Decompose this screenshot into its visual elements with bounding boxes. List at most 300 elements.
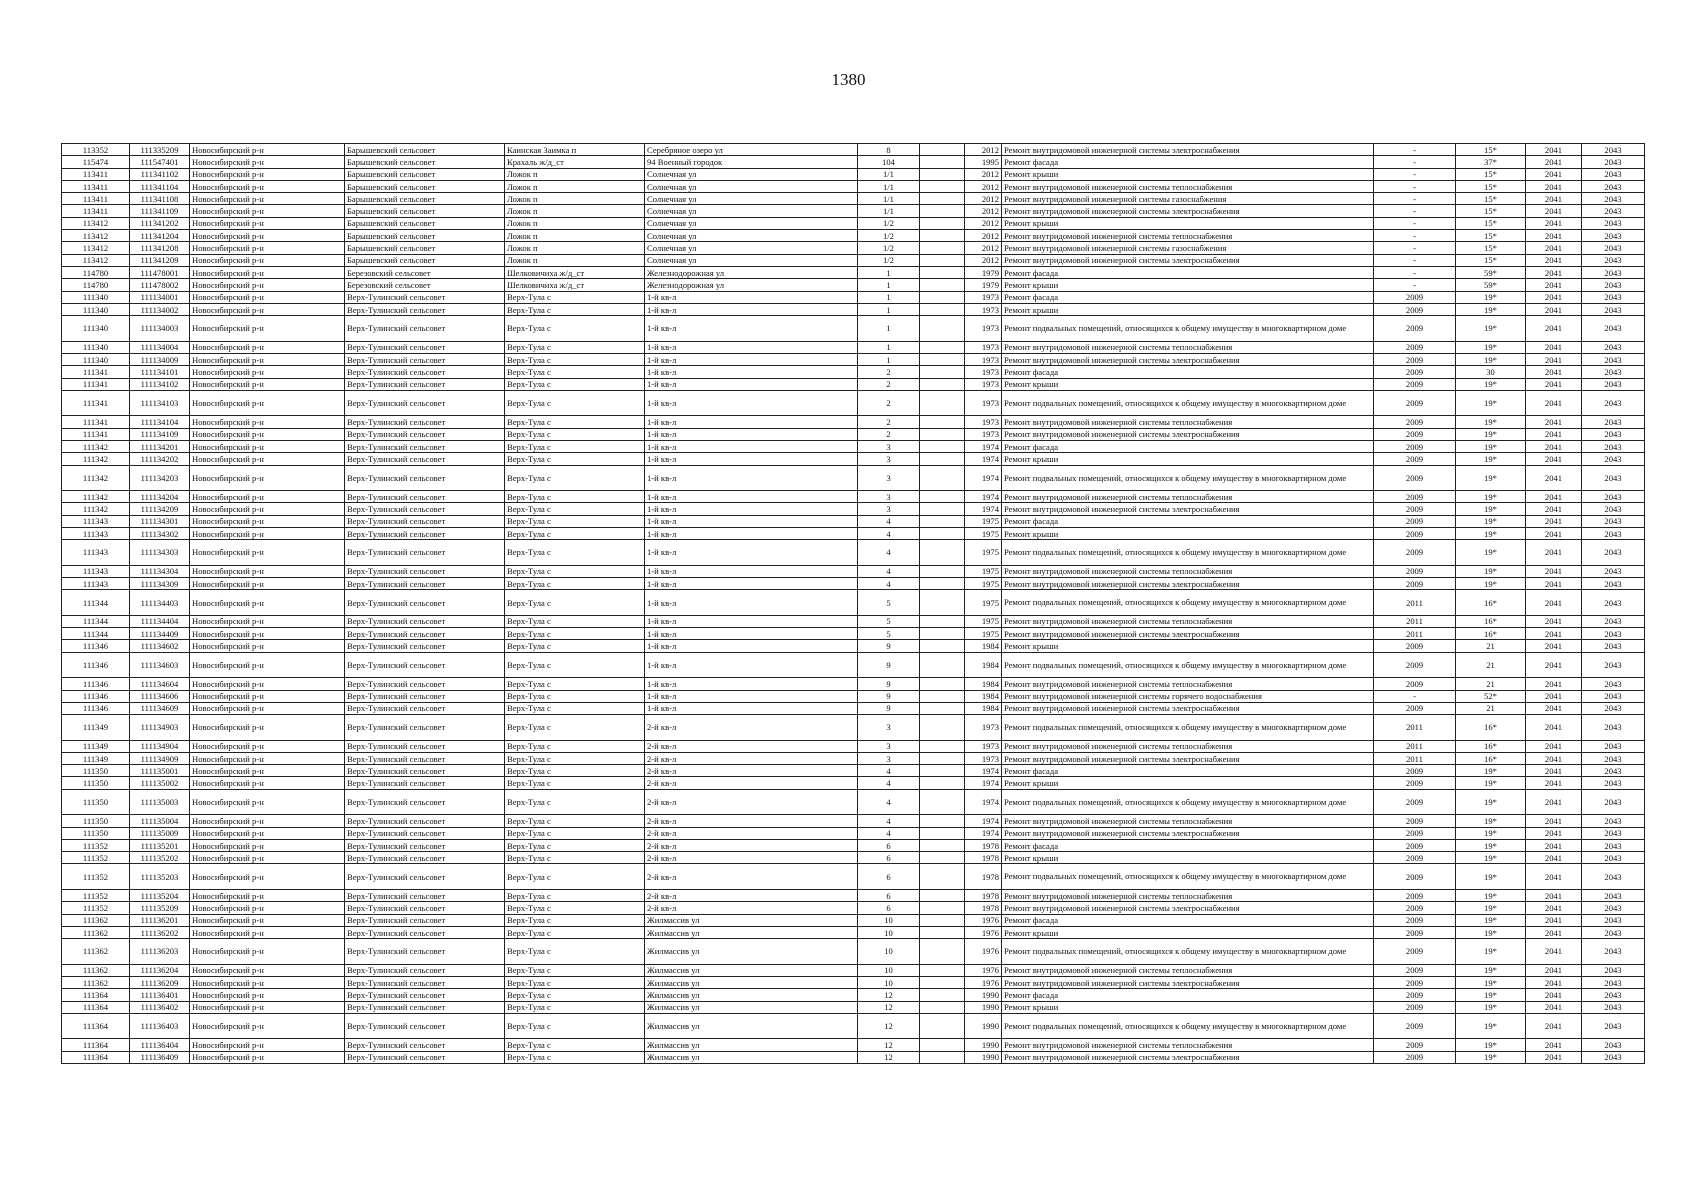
period-cell: 19*	[1456, 889, 1526, 901]
plan-end-cell: 2043	[1582, 976, 1645, 988]
street-cell: 1-й кв-л	[645, 702, 858, 714]
work-code-cell: 111134903	[130, 715, 190, 741]
last-repair-year-cell: 2009	[1374, 565, 1456, 577]
building-cell	[920, 527, 965, 539]
work-code-cell: 111134201	[130, 440, 190, 452]
plan-end-cell: 2043	[1582, 279, 1645, 291]
work-code-cell: 111134004	[130, 341, 190, 353]
work-code-cell: 111136201	[130, 914, 190, 926]
work-code-cell: 111134304	[130, 565, 190, 577]
plan-end-cell: 2043	[1582, 640, 1645, 652]
district-cell: Новосибирский р-н	[190, 527, 345, 539]
year-built-cell: 1973	[965, 715, 1002, 741]
district-cell: Новосибирский р-н	[190, 815, 345, 827]
plan-end-cell: 2043	[1582, 515, 1645, 527]
year-built-cell: 1978	[965, 889, 1002, 901]
municipality-cell: Верх-Тулинский сельсовет	[345, 453, 505, 465]
district-cell: Новосибирский р-н	[190, 503, 345, 515]
house-number-cell: 4	[858, 789, 920, 815]
house-number-cell: 1/1	[858, 193, 920, 205]
plan-start-cell: 2041	[1526, 777, 1582, 789]
building-cell	[920, 180, 965, 192]
street-cell: 1-й кв-л	[645, 590, 858, 616]
period-cell: 19*	[1456, 503, 1526, 515]
plan-start-cell: 2041	[1526, 193, 1582, 205]
work-type-cell: Ремонт фасада	[1002, 839, 1374, 851]
work-code-cell: 111134604	[130, 678, 190, 690]
district-cell: Новосибирский р-н	[190, 1039, 345, 1051]
year-built-cell: 1984	[965, 690, 1002, 702]
settlement-cell: Верх-Тула с	[505, 316, 645, 342]
work-type-cell: Ремонт крыши	[1002, 303, 1374, 315]
work-code-cell: 111134001	[130, 291, 190, 303]
settlement-cell: Верх-Тула с	[505, 353, 645, 365]
house-code-cell: 111342	[62, 503, 130, 515]
last-repair-year-cell: -	[1374, 254, 1456, 266]
house-code-cell: 111343	[62, 540, 130, 566]
building-cell	[920, 1051, 965, 1063]
plan-start-cell: 2041	[1526, 515, 1582, 527]
last-repair-year-cell: 2009	[1374, 839, 1456, 851]
municipality-cell: Верх-Тулинский сельсовет	[345, 416, 505, 428]
table-row	[62, 168, 1645, 180]
work-type-cell: Ремонт крыши	[1002, 527, 1374, 539]
district-cell: Новосибирский р-н	[190, 765, 345, 777]
work-type-cell: Ремонт внутридомовой инженерной системы электроснабжения	[1002, 902, 1374, 914]
period-cell: 19*	[1456, 777, 1526, 789]
year-built-cell: 1978	[965, 852, 1002, 864]
last-repair-year-cell: 2009	[1374, 527, 1456, 539]
building-cell	[920, 640, 965, 652]
district-cell: Новосибирский р-н	[190, 440, 345, 452]
settlement-cell: Верх-Тула с	[505, 303, 645, 315]
work-code-cell: 111134003	[130, 316, 190, 342]
table-row	[62, 976, 1645, 988]
work-code-cell: 111134302	[130, 527, 190, 539]
municipality-cell: Верх-Тулинский сельсовет	[345, 1051, 505, 1063]
last-repair-year-cell: 2009	[1374, 926, 1456, 938]
work-code-cell: 111134203	[130, 465, 190, 491]
building-cell	[920, 465, 965, 491]
house-number-cell: 6	[858, 839, 920, 851]
year-built-cell: 1976	[965, 976, 1002, 988]
building-cell	[920, 752, 965, 764]
municipality-cell: Верх-Тулинский сельсовет	[345, 926, 505, 938]
house-number-cell: 5	[858, 590, 920, 616]
building-cell	[920, 156, 965, 168]
district-cell: Новосибирский р-н	[190, 254, 345, 266]
plan-start-cell: 2041	[1526, 752, 1582, 764]
plan-start-cell: 2041	[1526, 690, 1582, 702]
year-built-cell: 1973	[965, 303, 1002, 315]
district-cell: Новосибирский р-н	[190, 453, 345, 465]
house-number-cell: 104	[858, 156, 920, 168]
street-cell: Жилмассив ул	[645, 1001, 858, 1013]
district-cell: Новосибирский р-н	[190, 1013, 345, 1039]
period-cell: 19*	[1456, 491, 1526, 503]
year-built-cell: 1973	[965, 378, 1002, 390]
house-code-cell: 111362	[62, 926, 130, 938]
plan-end-cell: 2043	[1582, 341, 1645, 353]
year-built-cell: 1990	[965, 1039, 1002, 1051]
last-repair-year-cell: 2009	[1374, 366, 1456, 378]
building-cell	[920, 168, 965, 180]
page-number: 1380	[831, 70, 866, 89]
last-repair-year-cell: 2009	[1374, 765, 1456, 777]
last-repair-year-cell: -	[1374, 266, 1456, 278]
house-number-cell: 1/1	[858, 180, 920, 192]
plan-end-cell: 2043	[1582, 503, 1645, 515]
building-cell	[920, 144, 965, 156]
work-code-cell: 111134103	[130, 390, 190, 416]
house-code-cell: 111352	[62, 889, 130, 901]
district-cell: Новосибирский р-н	[190, 702, 345, 714]
work-type-cell: Ремонт внутридомовой инженерной системы теплоснабжения	[1002, 678, 1374, 690]
last-repair-year-cell: 2009	[1374, 341, 1456, 353]
year-built-cell: 1974	[965, 440, 1002, 452]
work-code-cell: 111134009	[130, 353, 190, 365]
house-number-cell: 2	[858, 416, 920, 428]
last-repair-year-cell: -	[1374, 156, 1456, 168]
plan-start-cell: 2041	[1526, 1013, 1582, 1039]
district-cell: Новосибирский р-н	[190, 180, 345, 192]
street-cell: 2-й кв-л	[645, 789, 858, 815]
house-code-cell: 111364	[62, 1039, 130, 1051]
work-code-cell: 111135002	[130, 777, 190, 789]
district-cell: Новосибирский р-н	[190, 827, 345, 839]
work-type-cell: Ремонт внутридомовой инженерной системы теплоснабжения	[1002, 341, 1374, 353]
last-repair-year-cell: 2009	[1374, 678, 1456, 690]
last-repair-year-cell: 2009	[1374, 491, 1456, 503]
table-row	[62, 789, 1645, 815]
municipality-cell: Верх-Тулинский сельсовет	[345, 390, 505, 416]
period-cell: 59*	[1456, 266, 1526, 278]
plan-start-cell: 2041	[1526, 889, 1582, 901]
plan-start-cell: 2041	[1526, 416, 1582, 428]
settlement-cell: Верх-Тула с	[505, 366, 645, 378]
house-number-cell: 4	[858, 765, 920, 777]
last-repair-year-cell: 2011	[1374, 590, 1456, 616]
register-table-body	[62, 144, 1645, 1064]
plan-end-cell: 2043	[1582, 889, 1645, 901]
house-number-cell: 6	[858, 864, 920, 890]
period-cell: 19*	[1456, 989, 1526, 1001]
street-cell: Жилмассив ул	[645, 989, 858, 1001]
table-row	[62, 939, 1645, 965]
plan-start-cell: 2041	[1526, 144, 1582, 156]
last-repair-year-cell: 2011	[1374, 715, 1456, 741]
house-number-cell: 1	[858, 353, 920, 365]
work-code-cell: 111341102	[130, 168, 190, 180]
table-row	[62, 540, 1645, 566]
street-cell: Солнечная ул	[645, 168, 858, 180]
house-code-cell: 111341	[62, 378, 130, 390]
work-type-cell: Ремонт фасада	[1002, 515, 1374, 527]
table-row	[62, 254, 1645, 266]
work-code-cell: 111135003	[130, 789, 190, 815]
work-type-cell: Ремонт подвальных помещений, относящихся к общему имуществу в многоквартирном доме	[1002, 1013, 1374, 1039]
table-row	[62, 765, 1645, 777]
work-type-cell: Ремонт подвальных помещений, относящихся к общему имуществу в многоквартирном доме	[1002, 939, 1374, 965]
street-cell: 1-й кв-л	[645, 540, 858, 566]
work-type-cell: Ремонт внутридомовой инженерной системы электроснабжения	[1002, 254, 1374, 266]
table-row	[62, 205, 1645, 217]
plan-end-cell: 2043	[1582, 715, 1645, 741]
plan-end-cell: 2043	[1582, 752, 1645, 764]
building-cell	[920, 366, 965, 378]
plan-end-cell: 2043	[1582, 378, 1645, 390]
plan-end-cell: 2043	[1582, 416, 1645, 428]
year-built-cell: 1973	[965, 752, 1002, 764]
work-type-cell: Ремонт внутридомовой инженерной системы теплоснабжения	[1002, 416, 1374, 428]
plan-end-cell: 2043	[1582, 491, 1645, 503]
house-number-cell: 1/2	[858, 254, 920, 266]
plan-end-cell: 2043	[1582, 989, 1645, 1001]
year-built-cell: 1975	[965, 590, 1002, 616]
house-code-cell: 111341	[62, 416, 130, 428]
last-repair-year-cell: 2009	[1374, 378, 1456, 390]
district-cell: Новосибирский р-н	[190, 889, 345, 901]
house-code-cell: 111342	[62, 453, 130, 465]
house-number-cell: 12	[858, 1039, 920, 1051]
settlement-cell: Каинская Заимка п	[505, 144, 645, 156]
year-built-cell: 1975	[965, 615, 1002, 627]
street-cell: 2-й кв-л	[645, 889, 858, 901]
house-number-cell: 2	[858, 390, 920, 416]
plan-end-cell: 2043	[1582, 578, 1645, 590]
table-row	[62, 926, 1645, 938]
table-row	[62, 640, 1645, 652]
period-cell: 19*	[1456, 428, 1526, 440]
plan-start-cell: 2041	[1526, 254, 1582, 266]
district-cell: Новосибирский р-н	[190, 715, 345, 741]
district-cell: Новосибирский р-н	[190, 465, 345, 491]
house-code-cell: 111343	[62, 527, 130, 539]
street-cell: 1-й кв-л	[645, 678, 858, 690]
building-cell	[920, 193, 965, 205]
house-number-cell: 10	[858, 964, 920, 976]
plan-start-cell: 2041	[1526, 976, 1582, 988]
work-type-cell: Ремонт фасада	[1002, 765, 1374, 777]
work-type-cell: Ремонт внутридомовой инженерной системы электроснабжения	[1002, 205, 1374, 217]
work-type-cell: Ремонт подвальных помещений, относящихся к общему имуществу в многоквартирном доме	[1002, 316, 1374, 342]
table-row	[62, 1013, 1645, 1039]
period-cell: 19*	[1456, 353, 1526, 365]
table-row	[62, 303, 1645, 315]
municipality-cell: Верх-Тулинский сельсовет	[345, 1039, 505, 1051]
year-built-cell: 1984	[965, 640, 1002, 652]
plan-start-cell: 2041	[1526, 789, 1582, 815]
district-cell: Новосибирский р-н	[190, 939, 345, 965]
settlement-cell: Верх-Тула с	[505, 976, 645, 988]
house-code-cell: 111352	[62, 864, 130, 890]
street-cell: 1-й кв-л	[645, 428, 858, 440]
work-type-cell: Ремонт фасада	[1002, 989, 1374, 1001]
house-code-cell: 111349	[62, 752, 130, 764]
municipality-cell: Верх-Тулинский сельсовет	[345, 291, 505, 303]
last-repair-year-cell: 2009	[1374, 1013, 1456, 1039]
plan-end-cell: 2043	[1582, 390, 1645, 416]
work-code-cell: 111341108	[130, 193, 190, 205]
building-cell	[920, 939, 965, 965]
settlement-cell: Верх-Тула с	[505, 527, 645, 539]
plan-start-cell: 2041	[1526, 640, 1582, 652]
year-built-cell: 1974	[965, 491, 1002, 503]
plan-start-cell: 2041	[1526, 266, 1582, 278]
district-cell: Новосибирский р-н	[190, 1001, 345, 1013]
municipality-cell: Верх-Тулинский сельсовет	[345, 752, 505, 764]
municipality-cell: Барышевский сельсовет	[345, 156, 505, 168]
street-cell: 1-й кв-л	[645, 465, 858, 491]
year-built-cell: 2012	[965, 242, 1002, 254]
settlement-cell: Верх-Тула с	[505, 540, 645, 566]
plan-start-cell: 2041	[1526, 366, 1582, 378]
street-cell: 1-й кв-л	[645, 628, 858, 640]
settlement-cell: Верх-Тула с	[505, 615, 645, 627]
plan-start-cell: 2041	[1526, 390, 1582, 416]
settlement-cell: Верх-Тула с	[505, 740, 645, 752]
building-cell	[920, 827, 965, 839]
year-built-cell: 1990	[965, 1001, 1002, 1013]
plan-start-cell: 2041	[1526, 765, 1582, 777]
period-cell: 19*	[1456, 914, 1526, 926]
street-cell: 2-й кв-л	[645, 839, 858, 851]
last-repair-year-cell: 2009	[1374, 827, 1456, 839]
last-repair-year-cell: 2009	[1374, 515, 1456, 527]
work-code-cell: 111134909	[130, 752, 190, 764]
street-cell: Жилмассив ул	[645, 939, 858, 965]
street-cell: 2-й кв-л	[645, 715, 858, 741]
house-number-cell: 12	[858, 1013, 920, 1039]
work-code-cell: 111134606	[130, 690, 190, 702]
settlement-cell: Верх-Тула с	[505, 964, 645, 976]
house-number-cell: 3	[858, 752, 920, 764]
settlement-cell: Верх-Тула с	[505, 789, 645, 815]
municipality-cell: Верх-Тулинский сельсовет	[345, 939, 505, 965]
work-type-cell: Ремонт внутридомовой инженерной системы электроснабжения	[1002, 976, 1374, 988]
settlement-cell: Ложок п	[505, 180, 645, 192]
period-cell: 19*	[1456, 465, 1526, 491]
settlement-cell: Верх-Тула с	[505, 503, 645, 515]
settlement-cell: Верх-Тула с	[505, 341, 645, 353]
year-built-cell: 2012	[965, 254, 1002, 266]
work-type-cell: Ремонт внутридомовой инженерной системы теплоснабжения	[1002, 615, 1374, 627]
plan-start-cell: 2041	[1526, 615, 1582, 627]
table-row	[62, 590, 1645, 616]
building-cell	[920, 615, 965, 627]
period-cell: 15*	[1456, 254, 1526, 266]
building-cell	[920, 453, 965, 465]
plan-end-cell: 2043	[1582, 144, 1645, 156]
year-built-cell: 1979	[965, 279, 1002, 291]
district-cell: Новосибирский р-н	[190, 515, 345, 527]
plan-start-cell: 2041	[1526, 839, 1582, 851]
work-code-cell: 111341104	[130, 180, 190, 192]
year-built-cell: 2012	[965, 144, 1002, 156]
table-row	[62, 628, 1645, 640]
year-built-cell: 1984	[965, 702, 1002, 714]
plan-start-cell: 2041	[1526, 827, 1582, 839]
plan-start-cell: 2041	[1526, 230, 1582, 242]
street-cell: Солнечная ул	[645, 230, 858, 242]
year-built-cell: 1976	[965, 964, 1002, 976]
plan-start-cell: 2041	[1526, 217, 1582, 229]
municipality-cell: Верх-Тулинский сельсовет	[345, 527, 505, 539]
work-code-cell: 111547401	[130, 156, 190, 168]
district-cell: Новосибирский р-н	[190, 230, 345, 242]
table-row	[62, 527, 1645, 539]
settlement-cell: Верх-Тула с	[505, 926, 645, 938]
house-number-cell: 12	[858, 1051, 920, 1063]
year-built-cell: 1973	[965, 390, 1002, 416]
plan-start-cell: 2041	[1526, 453, 1582, 465]
table-row	[62, 242, 1645, 254]
house-code-cell: 111362	[62, 939, 130, 965]
last-repair-year-cell: 2009	[1374, 652, 1456, 678]
last-repair-year-cell: -	[1374, 230, 1456, 242]
year-built-cell: 2012	[965, 193, 1002, 205]
work-code-cell: 111136403	[130, 1013, 190, 1039]
settlement-cell: Верх-Тула с	[505, 864, 645, 890]
street-cell: Солнечная ул	[645, 254, 858, 266]
period-cell: 15*	[1456, 180, 1526, 192]
building-cell	[920, 316, 965, 342]
period-cell: 19*	[1456, 565, 1526, 577]
street-cell: 1-й кв-л	[645, 578, 858, 590]
period-cell: 15*	[1456, 230, 1526, 242]
work-code-cell: 111134209	[130, 503, 190, 515]
year-built-cell: 1984	[965, 678, 1002, 690]
work-type-cell: Ремонт крыши	[1002, 378, 1374, 390]
municipality-cell: Верх-Тулинский сельсовет	[345, 366, 505, 378]
year-built-cell: 1973	[965, 353, 1002, 365]
table-row	[62, 193, 1645, 205]
house-code-cell: 111350	[62, 789, 130, 815]
work-type-cell: Ремонт крыши	[1002, 926, 1374, 938]
work-type-cell: Ремонт внутридомовой инженерной системы теплоснабжения	[1002, 889, 1374, 901]
last-repair-year-cell: -	[1374, 217, 1456, 229]
year-built-cell: 1973	[965, 416, 1002, 428]
district-cell: Новосибирский р-н	[190, 1051, 345, 1063]
street-cell: 1-й кв-л	[645, 353, 858, 365]
house-code-cell: 111342	[62, 440, 130, 452]
plan-end-cell: 2043	[1582, 827, 1645, 839]
plan-end-cell: 2043	[1582, 217, 1645, 229]
house-code-cell: 111362	[62, 914, 130, 926]
settlement-cell: Ложок п	[505, 205, 645, 217]
settlement-cell: Верх-Тула с	[505, 839, 645, 851]
settlement-cell: Верх-Тула с	[505, 914, 645, 926]
plan-end-cell: 2043	[1582, 428, 1645, 440]
last-repair-year-cell: -	[1374, 144, 1456, 156]
building-cell	[920, 1039, 965, 1051]
municipality-cell: Верх-Тулинский сельсовет	[345, 902, 505, 914]
period-cell: 19*	[1456, 864, 1526, 890]
period-cell: 16*	[1456, 590, 1526, 616]
plan-start-cell: 2041	[1526, 852, 1582, 864]
house-code-cell: 111350	[62, 815, 130, 827]
house-code-cell: 111341	[62, 390, 130, 416]
street-cell: Солнечная ул	[645, 205, 858, 217]
house-code-cell: 111344	[62, 628, 130, 640]
table-row	[62, 678, 1645, 690]
year-built-cell: 1978	[965, 864, 1002, 890]
work-code-cell: 111135204	[130, 889, 190, 901]
year-built-cell: 1975	[965, 578, 1002, 590]
table-row	[62, 230, 1645, 242]
year-built-cell: 1975	[965, 540, 1002, 566]
district-cell: Новосибирский р-н	[190, 217, 345, 229]
